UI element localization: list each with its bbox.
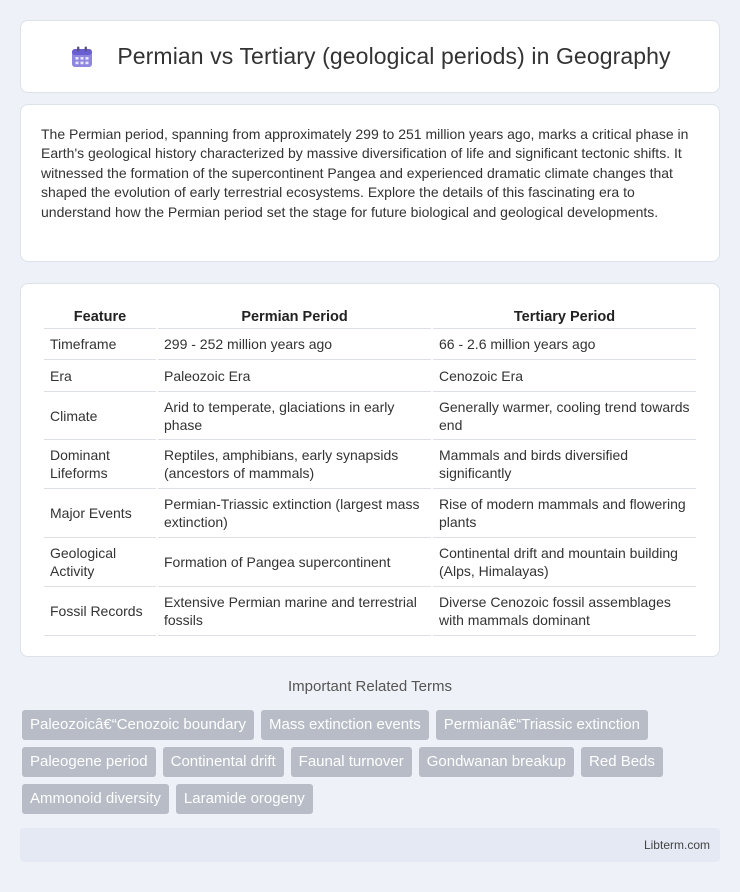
row-permian: Arid to temperate, glaciations in early phase <box>158 392 431 440</box>
intro-paragraph: The Permian period, spanning from approximately 299 to 251 million years ago, marks a critical phase in Earth's geological history characterized by massive diversification of life and significant tectonic shifts. It witnessed the formation of the supercontinent Pangea and experienced dramatic climate changes that shaped the evolution of early terrestrial ecosystems. Explore the details of this fascinating era to understand how the Permian period set the stage for future biological and geological developments. <box>41 126 689 220</box>
row-feature: Dominant Lifeforms <box>44 440 156 489</box>
related-term-tag[interactable]: Gondwanan breakup <box>419 747 574 777</box>
table-row <box>44 440 696 489</box>
row-feature: Climate <box>44 392 156 440</box>
table-row <box>44 329 696 360</box>
related-term-tag[interactable]: Laramide orogeny <box>176 784 313 814</box>
row-tertiary: 66 - 2.6 million years ago <box>433 329 696 360</box>
page-title: Permian vs Tertiary (geological periods) in Geography <box>117 43 671 69</box>
row-tertiary: Diverse Cenozoic fossil assemblages with mammals dominant <box>433 587 696 636</box>
header-tertiary: Tertiary Period <box>433 304 696 329</box>
related-term-tag[interactable]: Continental drift <box>163 747 284 777</box>
row-permian: Permian-Triassic extinction (largest mass extinction) <box>158 489 431 538</box>
row-permian: Extensive Permian marine and terrestrial fossils <box>158 587 431 636</box>
related-term-tag[interactable]: Paleogene period <box>22 747 156 777</box>
row-feature: Timeframe <box>44 329 156 360</box>
row-permian: 299 - 252 million years ago <box>158 329 431 360</box>
row-feature: Major Events <box>44 489 156 538</box>
table-row <box>44 392 696 440</box>
table-row <box>44 587 696 636</box>
row-feature: Geological Activity <box>44 538 156 587</box>
header-feature: Feature <box>44 304 156 329</box>
header <box>69 43 670 70</box>
related-terms-title: Important Related Terms <box>288 678 452 695</box>
row-permian: Reptiles, amphibians, early synapsids (ancestors of mammals) <box>158 440 431 489</box>
related-term-tag[interactable]: Mass extinction events <box>261 710 429 740</box>
row-tertiary: Continental drift and mountain building (Alps, Himalayas) <box>433 538 696 587</box>
comparison-card <box>20 283 720 657</box>
comparison-table <box>42 304 698 636</box>
table-row <box>44 538 696 587</box>
header-permian: Permian Period <box>158 304 431 329</box>
row-tertiary: Generally warmer, cooling trend towards end <box>433 392 696 440</box>
row-feature: Fossil Records <box>44 587 156 636</box>
related-term-tag[interactable]: Red Beds <box>581 747 663 777</box>
related-terms-list <box>22 710 722 821</box>
table-row <box>44 489 696 538</box>
row-permian: Paleozoic Era <box>158 360 431 392</box>
calendar-icon <box>69 44 95 70</box>
row-feature: Era <box>44 360 156 392</box>
row-tertiary: Cenozoic Era <box>433 360 696 392</box>
footer-site-link[interactable]: Libterm.com <box>643 838 710 852</box>
related-term-tag[interactable]: Permianâ€“Triassic extinction <box>436 710 648 740</box>
table-header-row <box>44 304 696 329</box>
row-tertiary: Rise of modern mammals and flowering plants <box>433 489 696 538</box>
footer <box>20 828 720 862</box>
related-term-tag[interactable]: Paleozoicâ€“Cenozoic boundary <box>22 710 254 740</box>
related-term-tag[interactable]: Ammonoid diversity <box>22 784 169 814</box>
table-row <box>44 360 696 392</box>
row-tertiary: Mammals and birds diversified significantly <box>433 440 696 489</box>
related-term-tag[interactable]: Faunal turnover <box>291 747 412 777</box>
intro-card <box>20 104 720 262</box>
header-card <box>20 20 720 93</box>
row-permian: Formation of Pangea supercontinent <box>158 538 431 587</box>
